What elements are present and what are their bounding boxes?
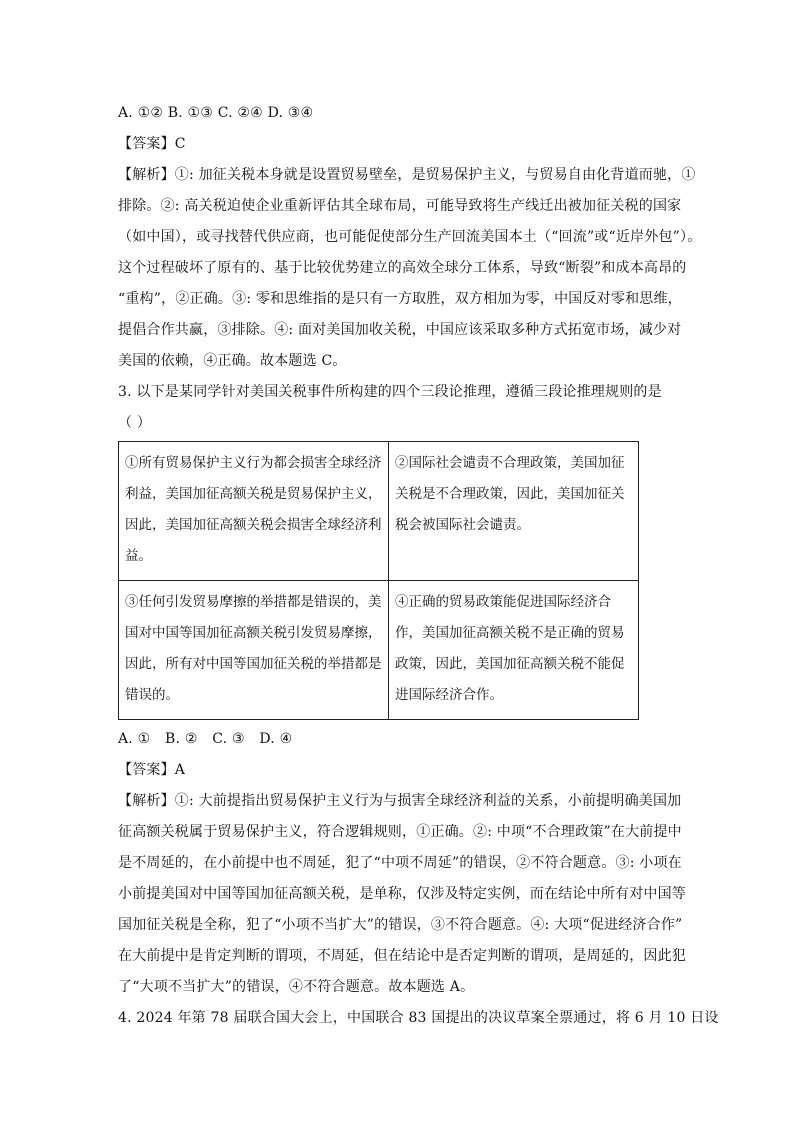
option-a: A. ①: [118, 731, 151, 747]
table-cell: [119, 581, 389, 720]
q2-analysis: [118, 160, 702, 377]
table-row: [119, 442, 639, 581]
q2-analysis-line: “重构”，②正确。③: 零和思维指的是只有一方取胜，双方相加为零，中国反对零和思维，: [118, 291, 682, 307]
q3-analysis-line: 是不周延的，在小前提中也不周延，犯了“中项不周延”的错误，②不符合题意。③: 小项在: [118, 855, 682, 871]
q2-answer: 【答案】C: [118, 136, 186, 152]
q2-analysis-line: 这个过程破坏了原有的、基于比较优势建立的高效全球分工体系，导致“断裂”和成本高昂的: [118, 260, 687, 276]
q3-analysis-line: 了“大项不当扩大”的错误，④不符合题意。故本题选 A。: [118, 979, 475, 995]
q2-analysis-line: 【解析】①: 加征关税本身就是设置贸易壁垒，是贸易保护主义，与贸易自由化背道而驰，①: [118, 167, 696, 183]
q2-analysis-line: 美国的依赖，④正确。故本题选 C。: [118, 353, 347, 369]
q3-answer: 【答案】A: [118, 762, 186, 778]
table-cell: [119, 442, 389, 581]
q2-analysis-line: 提倡合作共赢，③排除。④: 面对美国加收关税，中国应该采取多种方式拓宽市场，减少对: [118, 322, 682, 338]
syllogism-3: ③任何引发贸易摩擦的举措都是错误的，美国对中国等国加征高额关税引发贸易摩擦，因此，所有对中国等国加征关税的举措都是错误的。: [125, 594, 382, 703]
table-row: [119, 581, 639, 720]
table-cell: [389, 442, 639, 581]
q3-analysis-line: 小前提美国对中国等国加征高额关税，是单称，仅涉及特定实例，而在结论中所有对中国等: [118, 886, 686, 902]
option-c: C. ③: [212, 731, 245, 747]
q3-stem-line: （ ）: [118, 415, 152, 431]
document-page: [118, 98, 719, 1034]
q2-analysis-line: 排除。②: 高关税迫使企业重新评估其全球布局，可能导致将生产线迁出被加征关税的国家: [118, 198, 682, 214]
q3-analysis-line: 征高额关税属于贸易保护主义，符合逻辑规则，①正确。②: 中项“不合理政策”在大前提中: [118, 824, 682, 840]
syllogism-4: ④正确的贸易政策能促进国际经济合作，美国加征高额关税不是正确的贸易政策，因此，美国加征高额关税不能促进国际经济合作。: [395, 594, 625, 703]
q3-analysis-line: 在大前提中是肯定判断的谓项，不周延，但在结论中是否定判断的谓项，是周延的，因此犯: [118, 948, 686, 964]
q3-options: [118, 724, 680, 755]
q3-analysis-line: 国加征关税是全称，犯了“小项不当扩大”的错误，③不符合题意。④: 大项“促进经济合作”: [118, 917, 683, 933]
q3-analysis-line: 【解析】①: 大前提指出贸易保护主义行为与损害全球经济利益的关系，小前提明确美国加: [118, 793, 682, 809]
syllogism-table: [118, 441, 639, 720]
syllogism-2: ②国际社会谴责不合理政策，美国加征关税是不合理政策，因此，美国加征关税会被国际社会谴责。: [395, 455, 625, 533]
q2-analysis-line: （如中国），或寻找替代供应商，也可能促使部分生产回流美国本土（“回流”或“近岸外包”）。: [118, 229, 702, 245]
syllogism-1: ①所有贸易保护主义行为都会损害全球经济利益，美国加征高额关税是贸易保护主义，因此，美国加征高额关税会损害全球经济利益。: [125, 455, 382, 564]
q2-options: A. ①② B. ①③ C. ②④ D. ③④: [118, 105, 314, 121]
table-cell: [389, 581, 639, 720]
q3-stem: [118, 377, 680, 439]
option-b: B. ②: [165, 731, 198, 747]
option-d: D. ④: [259, 731, 293, 747]
q3-analysis: [118, 786, 686, 1003]
q4-stem: 4. 2024 年第 78 届联合国大会上，中国联合 83 国提出的决议草案全票通过，将 6 月 10 日设: [118, 1010, 719, 1026]
q3-stem-line: 3. 以下是某同学针对美国关税事件所构建的四个三段论推理，遵循三段论推理规则的是: [118, 384, 662, 400]
